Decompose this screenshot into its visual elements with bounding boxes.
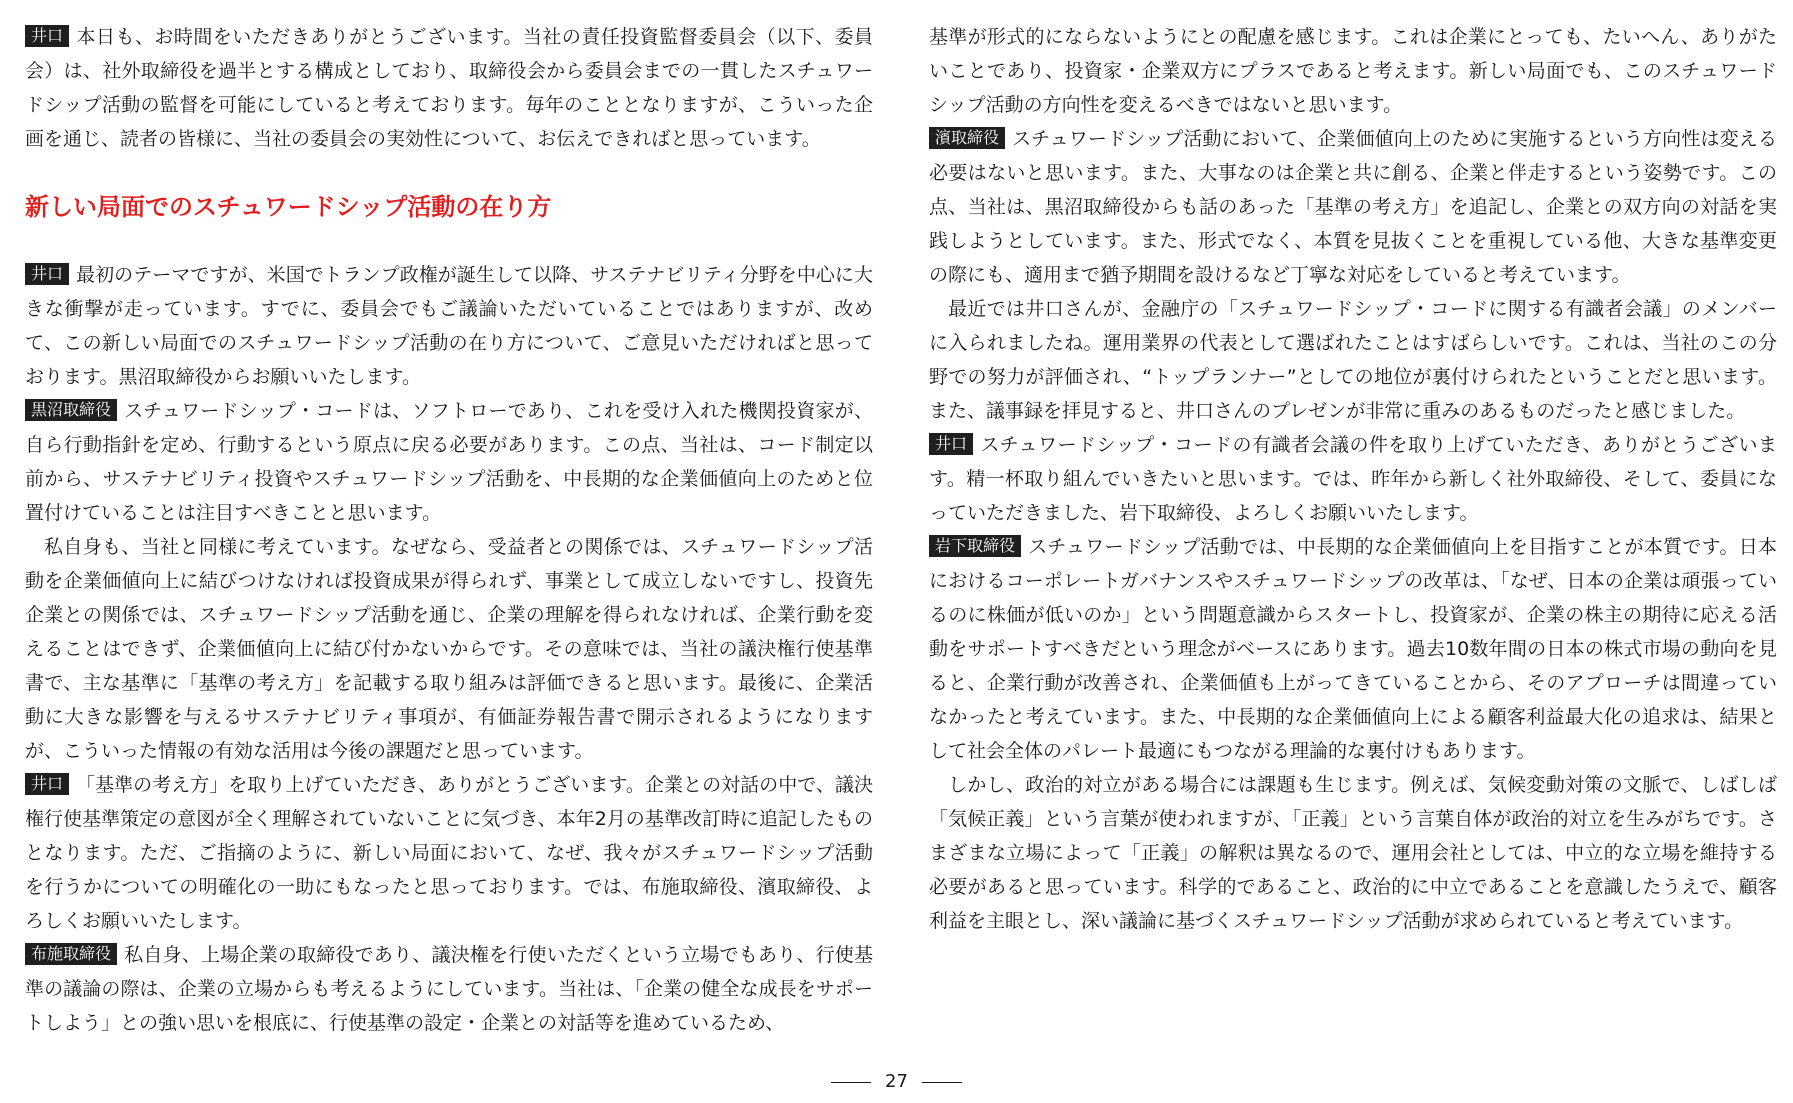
paragraph <box>25 530 873 768</box>
paragraph <box>25 394 873 530</box>
left-column <box>25 20 873 1040</box>
paragraph-text: しかし、政治的対立がある場合には課題も生じます。例えば、気候変動対策の文脈で、しばしば「気候正義」という言葉が使われますが、「正義」という言葉自体が政治的対立を生みがちです。さまざまな立場によって「正義」の解釈は異なるので、運用会社としては、中立的な立場を維持する必要があると思っています。科学的であること、政治的に中立であることを意識したうえで、顧客利益を主眼とし、深い議論に基づくスチュワードシップ活動が求められていると考えています。 <box>929 774 1777 932</box>
paragraph <box>929 292 1777 428</box>
paragraph-text: 最近では井口さんが、金融庁の「スチュワードシップ・コードに関する有識者会議」のメンバーに入られましたね。運用業界の代表として選ばれたことはすばらしいです。これは、当社のこの分野での努力が評価され、“トップランナー”としての地位が裏付けられたということだと思います。また、議事録を拝見すると、井口さんのプレゼンが非常に重みのあるものだったと感じました。 <box>929 298 1777 422</box>
paragraph-text: 本日も、お時間をいただきありがとうございます。当社の責任投資監督委員会（以下、委員会）は、社外取締役を過半とする構成としており、取締役会から委員会までの一貫したスチュワードシップ活動の監督を可能にしていると考えております。毎年のこととなりますが、こういった企画を通じ、読者の皆様に、当社の委員会の実効性について、お伝えできればと思っています。 <box>25 26 873 150</box>
paragraph-text: スチュワードシップ・コードは、ソフトローであり、これを受け入れた機関投資家が、自ら行動指針を定め、行動するという原点に戻る必要があります。この点、当社は、コード制定以前から、サステナビリティ投資やスチュワードシップ活動を、中長期的な企業価値向上のためと位置付けていることは注目すべきことと思います。 <box>25 400 873 524</box>
paragraph-text: 私自身も、当社と同様に考えています。なぜなら、受益者との関係では、スチュワードシップ活動を企業価値向上に結びつけなければ投資成果が得られず、事業として成立しないですし、投資先企業との関係では、スチュワードシップ活動を通じ、企業の理解を得られなければ、企業行動を変えることはできず、企業価値向上に結び付かないからです。その意味では、当社の議決権行使基準書で、主な基準に「基準の考え方」を記載する取り組みは評価できると思います。最後に、企業活動に大きな影響を与えるサステナビリティ事項が、有価証券報告書で開示されるようになりますが、こういった情報の有効な活用は今後の課題だと思っています。 <box>25 536 873 762</box>
speaker-tag: 井口 <box>25 263 69 285</box>
paragraph <box>929 428 1777 530</box>
right-column <box>929 20 1777 938</box>
paragraph <box>929 768 1777 938</box>
footer-rule-right <box>922 1082 962 1083</box>
speaker-tag: 井口 <box>25 773 69 795</box>
paragraph <box>25 768 873 938</box>
paragraph-text: スチュワードシップ・コードの有識者会議の件を取り上げていただき、ありがとうございます。精一杯取り組んでいきたいと思います。では、昨年から新しく社外取締役、そして、委員になっていただきました、岩下取締役、よろしくお願いいたします。 <box>929 434 1777 524</box>
paragraph <box>25 20 873 156</box>
paragraph-text: 基準が形式的にならないようにとの配慮を感じます。これは企業にとっても、たいへん、ありがたいことであり、投資家・企業双方にプラスであると考えます。新しい局面でも、このスチュワードシップ活動の方向性を変えるべきではないと思います。 <box>929 26 1777 116</box>
speaker-tag: 岩下取締役 <box>929 535 1021 557</box>
speaker-tag: 濱取締役 <box>929 127 1005 149</box>
speaker-tag: 黒沼取締役 <box>25 399 117 421</box>
paragraph <box>25 258 873 394</box>
footer-rule-left <box>831 1082 871 1083</box>
speaker-tag: 井口 <box>929 433 973 455</box>
speaker-tag: 井口 <box>25 25 69 47</box>
page-number: 27 <box>885 1071 908 1092</box>
paragraph <box>929 530 1777 768</box>
paragraph <box>929 20 1777 122</box>
section-heading: 新しい局面でのスチュワードシップ活動の在り方 <box>25 193 552 221</box>
speaker-tag: 布施取締役 <box>25 943 117 965</box>
paragraph-text: スチュワードシップ活動において、企業価値向上のために実施するという方向性は変える必要はないと思います。また、大事なのは企業と共に創る、企業と伴走するという姿勢です。この点、当社は、黒沼取締役からも話のあった「基準の考え方」を追記し、企業との双方向の対話を実践しようとしています。また、形式でなく、本質を見抜くことを重視している他、大きな基準変更の際にも、適用まで猶予期間を設けるなど丁寧な対応をしていると考えています。 <box>929 128 1777 286</box>
page-footer <box>0 1070 1793 1094</box>
paragraph-text: 私自身、上場企業の取締役であり、議決権を行使いただくという立場でもあり、行使基準の議論の際は、企業の立場からも考えるようにしています。当社は、「企業の健全な成長をサポートしよう」との強い思いを根底に、行使基準の設定・企業との対話等を進めているため、 <box>25 944 873 1034</box>
paragraph <box>25 938 873 1040</box>
paragraph <box>929 122 1777 292</box>
paragraph-text: スチュワードシップ活動では、中長期的な企業価値向上を目指すことが本質です。日本におけるコーポレートガバナンスやスチュワードシップの改革は、「なぜ、日本の企業は頑張っているのに株価が低いのか」という問題意識からスタートし、投資家が、企業の株主の期待に応える活動をサポートすべきだという理念がベースにあります。過去10数年間の日本の株式市場の動向を見ると、企業行動が改善され、企業価値も上がってきていることから、そのアプローチは間違っていなかったと考えています。また、中長期的な企業価値向上による顧客利益最大化の追求は、結果として社会全体のパレート最適にもつながる理論的な裏付けもあります。 <box>929 536 1777 762</box>
paragraph-text: 「基準の考え方」を取り上げていただき、ありがとうございます。企業との対話の中で、議決権行使基準策定の意図が全く理解されていないことに気づき、本年2月の基準改訂時に追記したものとなります。ただ、ご指摘のように、新しい局面において、なぜ、我々がスチュワードシップ活動を行うかについての明確化の一助にもなったと思っております。では、布施取締役、濱取締役、よろしくお願いいたします。 <box>25 774 873 932</box>
paragraph-text: 最初のテーマですが、米国でトランプ政権が誕生して以降、サステナビリティ分野を中心に大きな衝撃が走っています。すでに、委員会でもご議論いただいていることではありますが、改めて、この新しい局面でのスチュワードシップ活動の在り方について、ご意見いただければと思っております。黒沼取締役からお願いいたします。 <box>25 264 873 388</box>
